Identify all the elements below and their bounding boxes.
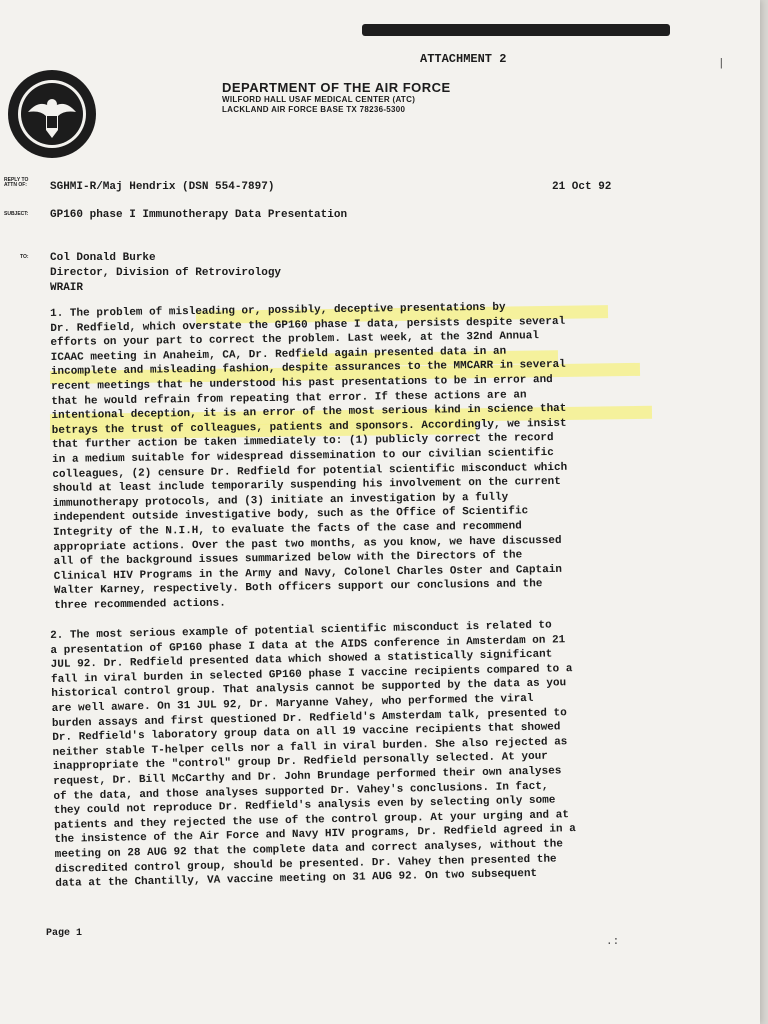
subject-label: SUBJECT: (4, 211, 29, 217)
from-line: SGHMI-R/Maj Hendrix (DSN 554-7897) (50, 181, 275, 193)
attachment-label: ATTACHMENT 2 (420, 52, 507, 66)
dod-seal-icon (6, 68, 98, 160)
subject-line: GP160 phase I Immunotherapy Data Presentation (50, 209, 348, 221)
memo-date: 21 Oct 92 (552, 181, 612, 193)
page-number: Page 1 (46, 928, 83, 939)
paragraph-2: 2. The most serious example of potential scientific misconduct is related to a presentation of GP160 phase I data at the AIDS conference in Amsterdam on 21 JUL 92. Dr. Redfield presented data which showed a statistically significant fall in viral burden in selected GP160 phase I vaccine recipients compared to a historical control group. That analysis cannot be supported by the data as you are well aware. On 31 JUL 92, Dr. Maryanne Vahey, who performed the viral burden assays and first questioned Dr. Redfield's Amsterdam talk, presented to Dr. Redfield's laboratory group data on all 19 vaccine recipients that showed neither stable T-helper cells nor a fall in viral burden. She also rejected as inappropriate the "control" group Dr. Redfield personally selected. At your request, Dr. Bill McCarthy and Dr. John Brundage performed their own analyses of the data, and those analyses supported Dr. Vahey's conclusions. In fact, they could not reproduce Dr. Redfield's analysis even by selecting only some patients and they rejected the use of the control group. At your urging and at the insistence of the Air Force and Navy HIV programs, Dr. Redfield agreed in a meeting on 28 AUG 92 that the complete data and correct analyses, without the discredited control group, should be presented. Dr. Vahey then presented the data at the Chantilly, VA vaccine meeting on 31 AUG 92. On two subsequent (50, 619, 576, 891)
addressee-title: Director, Division of Retrovirology (50, 267, 282, 279)
addressee-org: WRAIR (50, 282, 84, 294)
center-name: WILFORD HALL USAF MEDICAL CENTER (ATC) (222, 95, 416, 104)
addressee-block (50, 251, 281, 296)
reply-to-label: REPLY TO ATTN OF: (4, 177, 29, 188)
addressee-name: Col Donald Burke (50, 252, 156, 264)
paragraph-1: 1. The problem of misleading or, possibly, deceptive presentations by Dr. Redfield, which overstate the GP160 phase I data, persists despite several efforts on your part to correct the problem. Last week, at the 32nd Annual ICAAC meeting in Anaheim, CA, Dr. Redfield again presented data in an incomplete and misleading fashion, despite assurances to the MMCARR in several recent meetings that he understood his past presentations to be in error and that he would refrain from repeating that error. If these actions are an intentional deception, it is an error of the most serious kind in science that betrays the trust of colleagues, patients and sponsors. Accordingly, we insist that further action be taken immediately to: (1) publicly correct the record in a medium suitable for widespread dissemination to our civilian scientific colleagues, (2) censure Dr. Redfield for potential scientific misconduct which should at least include temporarily suspending his involvement on the current immunotherapy protocols, and (3) initiate an investigation by a fully independent outside investigative body, such as the Office of Scientific Integrity of the N.I.H, to evaluate the facts of the case and recommend appropriate actions. Over the past two months, as you know, we have discussed all of the background issues summarized below with the Directors of the Clinical HIV Programs in the Army and Navy, Colonel Charles Oster and Captain Walter Karney, respectively. Both officers support our conclusions and the three recommended actions. (50, 301, 568, 612)
pen-mark: .: (606, 936, 620, 948)
letterhead (222, 80, 451, 115)
redaction-bar (362, 24, 670, 36)
department-name: DEPARTMENT OF THE AIR FORCE (222, 80, 451, 95)
to-label: TO: (20, 254, 29, 260)
pen-mark: | (718, 58, 725, 70)
center-address: LACKLAND AIR FORCE BASE TX 78236-5300 (222, 105, 406, 114)
